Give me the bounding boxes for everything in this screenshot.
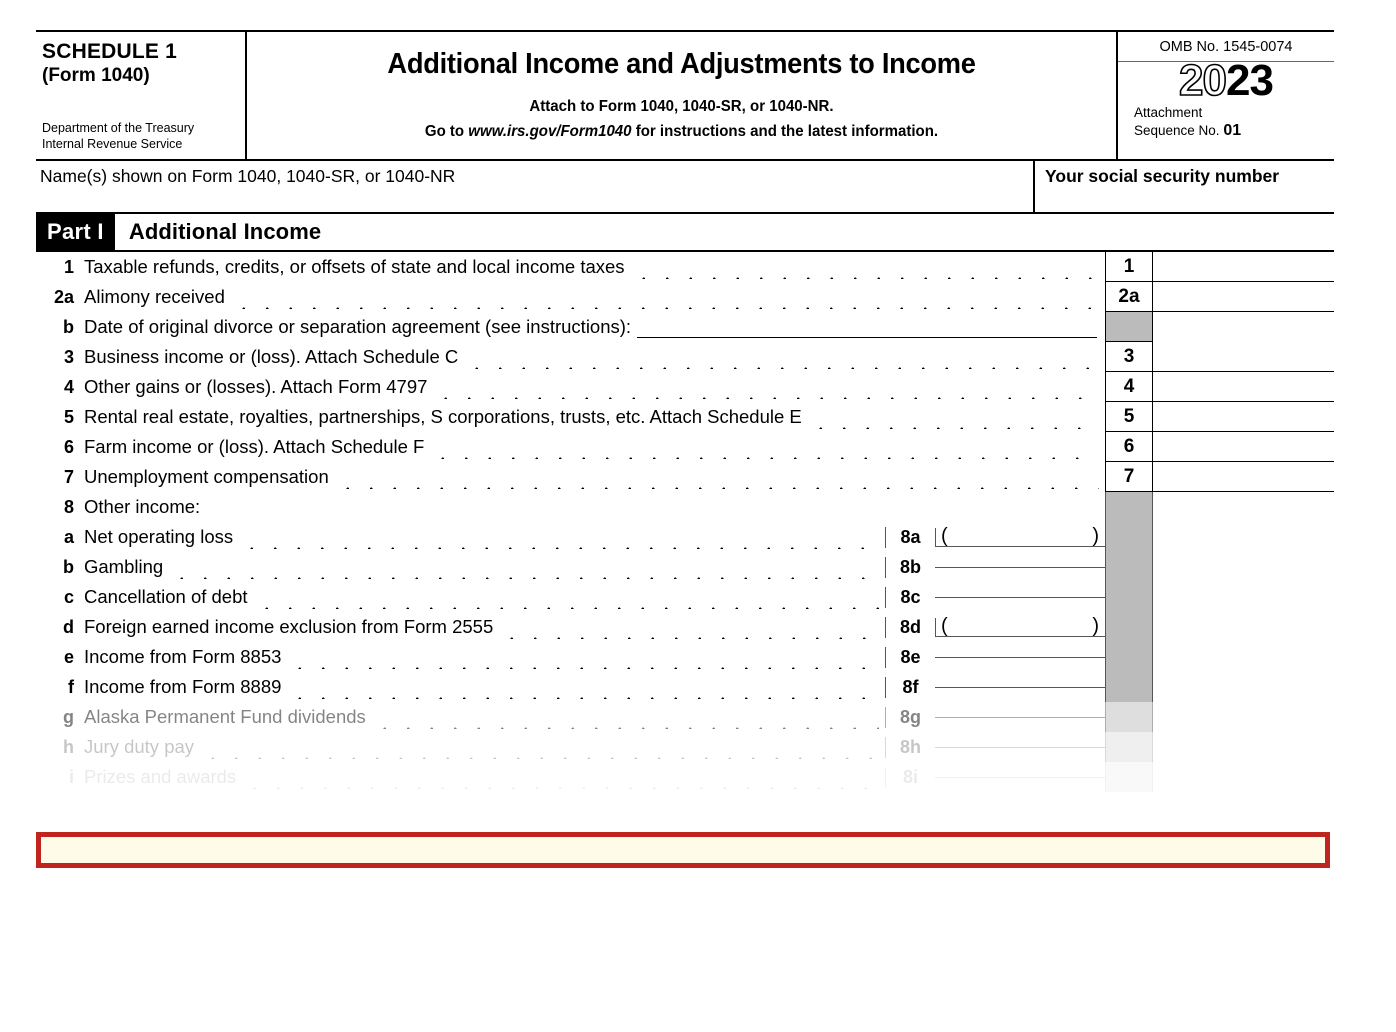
line-2b-number: b [63, 316, 74, 337]
line-2a-text: Alimony received [84, 286, 225, 307]
ssn-field-label[interactable]: Your social security number [1045, 166, 1280, 186]
line-8h-number: h [63, 736, 74, 757]
header-omb-block [1118, 32, 1334, 159]
line-8h-amount-input[interactable] [935, 747, 1105, 748]
paren-close: ) [1092, 524, 1099, 547]
line-7-code: 7 [1105, 462, 1153, 492]
form-line-8h[interactable] [36, 732, 1334, 762]
line-8b-amount-input[interactable] [935, 567, 1105, 568]
line-4-code: 4 [1105, 372, 1153, 402]
line-5-number: 5 [63, 406, 74, 427]
line-8c-right-blocked [1153, 582, 1334, 612]
leader-dots [240, 535, 879, 549]
line-8h-label [36, 732, 1105, 762]
line-2a-number: 2a [53, 286, 74, 307]
department-line-1: Department of the Treasury [42, 121, 195, 135]
name-field-label[interactable]: Name(s) shown on Form 1040, 1040-SR, or 1040-NR [36, 161, 1035, 212]
line-2a-amount-input[interactable] [1153, 282, 1334, 312]
form-line-8b[interactable] [36, 552, 1334, 582]
line-8b-code: 8b [885, 557, 935, 578]
line-8a-right-blocked [1153, 522, 1334, 552]
paren-close: ) [1092, 614, 1099, 637]
line-8d-number: d [63, 616, 74, 637]
line-2b-label [36, 312, 1105, 342]
line-2a-label [36, 282, 1105, 312]
line-4-amount-input[interactable] [1153, 372, 1334, 402]
shaded-column [1105, 762, 1153, 792]
line-6-code: 6 [1105, 432, 1153, 462]
line-3-number: 3 [63, 346, 74, 367]
line-8h-code: 8h [885, 737, 935, 758]
tax-year [1179, 56, 1273, 105]
line-8i-text: Prizes and awards [84, 766, 237, 787]
line-2b-text: Date of original divorce or separation agreement (see instructions): [84, 316, 632, 337]
form-line-5[interactable] [36, 402, 1334, 432]
line-1-label [36, 252, 1105, 282]
paren-open: ( [941, 614, 948, 637]
line-8f-right-blocked [1153, 672, 1334, 702]
form-line-3[interactable] [36, 342, 1334, 372]
line-8g-code: 8g [885, 707, 935, 728]
line-8e-label [36, 642, 1105, 672]
line-2b-shaded-box [1105, 312, 1153, 342]
line-8a-amount-input[interactable] [935, 524, 1105, 547]
line-8h-right-blocked [1153, 732, 1334, 762]
line-1-code: 1 [1105, 252, 1153, 282]
line-8d-text: Foreign earned income exclusion from Form 2555 [84, 616, 494, 637]
taxpayer-identity-row [36, 159, 1334, 214]
page-title: Additional Income and Adjustments to Income [387, 48, 976, 80]
line-6-label [36, 432, 1105, 462]
line-7-text: Unemployment compensation [84, 466, 329, 487]
form-line-2a[interactable] [36, 282, 1334, 312]
schedule-form-number: (Form 1040) [42, 64, 150, 86]
line-6-text: Farm income or (loss). Attach Schedule F [84, 436, 425, 457]
form-line-8i[interactable] [36, 762, 1334, 792]
line-8d-amount-input[interactable] [935, 614, 1105, 637]
form-line-8 [36, 492, 1334, 522]
leader-dots [232, 295, 1099, 309]
line-8i-right-blocked [1153, 762, 1334, 792]
line-8f-code: 8f [885, 677, 935, 698]
shaded-column [1105, 702, 1153, 732]
line-8c-text: Cancellation of debt [84, 586, 248, 607]
line-8b-label [36, 552, 1105, 582]
line-5-label [36, 402, 1105, 432]
line-8g-right-blocked [1153, 702, 1334, 732]
irs-url-link[interactable]: www.irs.gov/Form1040 [468, 123, 632, 140]
leader-dots [373, 715, 879, 729]
form-line-4[interactable] [36, 372, 1334, 402]
line-8a-text: Net operating loss [84, 526, 234, 547]
leader-dots [465, 355, 1099, 369]
leader-dots [431, 445, 1099, 459]
line-8i-code: 8i [885, 767, 935, 788]
part-i-header [36, 214, 1334, 252]
line-7-number: 7 [63, 466, 74, 487]
page-bottom-fade [0, 942, 1396, 1032]
part-title: Additional Income [128, 219, 322, 244]
line-2b-date-input[interactable] [637, 321, 1097, 338]
shaded-column [1105, 582, 1153, 612]
department-line-2: Internal Revenue Service [42, 137, 183, 151]
line-8a-label [36, 522, 1105, 552]
line-7-amount-input[interactable] [1153, 462, 1334, 492]
form-line-8g[interactable] [36, 702, 1334, 732]
line-8b-right-blocked [1153, 552, 1334, 582]
goto-instruction [268, 123, 1095, 141]
form-line-1[interactable] [36, 252, 1334, 282]
form-header [36, 30, 1334, 159]
form-line-6[interactable] [36, 432, 1334, 462]
line-4-number: 4 [63, 376, 74, 397]
shaded-column [1105, 552, 1153, 582]
shaded-column [1105, 612, 1153, 642]
paren-open: ( [941, 524, 948, 547]
form-line-2b[interactable] [36, 312, 1334, 342]
line-8c-code: 8c [885, 587, 935, 608]
leader-dots [434, 385, 1099, 399]
shaded-column [1105, 732, 1153, 762]
schedule-title: SCHEDULE 1 [42, 40, 178, 63]
line-8i-label [36, 762, 1105, 792]
attachment-sequence-block [1118, 105, 1334, 141]
leader-dots [632, 265, 1099, 279]
part-tag: Part I [36, 214, 115, 250]
line-8b-text: Gambling [84, 556, 164, 577]
shaded-column [1105, 522, 1153, 552]
line-8c-label [36, 582, 1105, 612]
line-8-amount-blocked [1153, 492, 1334, 522]
form-line-8f[interactable] [36, 672, 1334, 702]
line-8g-number: g [63, 706, 74, 727]
leader-dots [336, 475, 1099, 489]
line-8f-text: Income from Form 8889 [84, 676, 282, 697]
leader-dots [288, 655, 879, 669]
line-8f-number: f [68, 676, 74, 697]
line-5-amount-input[interactable] [1153, 402, 1334, 432]
line-8g-text: Alaska Permanent Fund dividends [84, 706, 366, 727]
line-3-text: Business income or (loss). Attach Schedule C [84, 346, 459, 367]
line-8a-code: 8a [885, 527, 935, 548]
line-8-label [36, 492, 1105, 522]
attachment-label: Attachment [1134, 105, 1203, 120]
line-8b-number: b [63, 556, 74, 577]
shaded-column [1105, 672, 1153, 702]
tax-year-value: 23 [1226, 56, 1273, 105]
leader-dots [170, 565, 879, 579]
line-5-code: 5 [1105, 402, 1153, 432]
line-6-amount-input[interactable] [1153, 432, 1334, 462]
form-line-8d[interactable] [36, 612, 1334, 642]
department-block [42, 120, 239, 155]
line-8i-number: i [68, 766, 74, 787]
line-4-label [36, 372, 1105, 402]
line-8-number: 8 [63, 496, 74, 517]
line-8e-number: e [63, 646, 74, 667]
line-8d-label [36, 612, 1105, 642]
header-title-block [247, 32, 1118, 159]
form-line-7[interactable] [36, 462, 1334, 492]
line-8i-amount-input[interactable] [935, 777, 1105, 778]
form-sheet [36, 30, 1334, 787]
line-8-text: Other income: [84, 496, 201, 517]
line-8f-amount-input[interactable] [935, 687, 1105, 688]
tax-year-century: 20 [1179, 56, 1226, 105]
line-2b-amount-blocked [1153, 312, 1334, 342]
line-3-label [36, 342, 1105, 372]
line-8e-amount-input[interactable] [935, 657, 1105, 658]
shaded-column [1105, 492, 1153, 522]
line-8c-amount-input[interactable] [935, 597, 1105, 598]
leader-dots [201, 745, 879, 759]
leader-dots [243, 775, 879, 789]
line-8f-label [36, 672, 1105, 702]
line-3-amount-input[interactable] [1153, 342, 1334, 372]
goto-suffix: for instructions and the latest information. [631, 123, 939, 140]
form-line-8c[interactable] [36, 582, 1334, 612]
line-2a-code: 2a [1105, 282, 1153, 312]
line-8a-number: a [63, 526, 74, 547]
line-7-label [36, 462, 1105, 492]
goto-prefix: Go to [424, 123, 469, 140]
header-schedule-block [36, 32, 247, 159]
leader-dots [500, 625, 879, 639]
highlight-box-8d [36, 832, 1330, 868]
line-8e-code: 8e [885, 647, 935, 668]
line-8e-right-blocked [1153, 642, 1334, 672]
line-3-code: 3 [1105, 342, 1153, 372]
line-8e-text: Income from Form 8853 [84, 646, 282, 667]
attachment-sequence-label: Sequence No. [1134, 123, 1224, 139]
leader-dots [288, 685, 879, 699]
line-8d-code: 8d [885, 617, 935, 638]
line-6-number: 6 [63, 436, 74, 457]
form-line-8e[interactable] [36, 642, 1334, 672]
line-1-text: Taxable refunds, credits, or offsets of state and local income taxes [84, 256, 625, 277]
attachment-sequence-line [1134, 121, 1334, 141]
line-5-text: Rental real estate, royalties, partnerships, S corporations, trusts, etc. Attach Schedule E [84, 406, 802, 427]
leader-dots [255, 595, 879, 609]
line-8h-text: Jury duty pay [84, 736, 195, 757]
line-4-text: Other gains or (losses). Attach Form 4797 [84, 376, 428, 397]
line-8d-right-blocked [1153, 612, 1334, 642]
line-1-number: 1 [63, 256, 74, 277]
line-8c-number: c [63, 586, 74, 607]
attachment-sequence-number: 01 [1223, 122, 1242, 140]
form-line-8a[interactable] [36, 522, 1334, 552]
line-8g-amount-input[interactable] [935, 717, 1105, 718]
omb-number: OMB No. 1545-0074 [1118, 32, 1334, 62]
form-body [36, 252, 1334, 792]
line-8g-label [36, 702, 1105, 732]
line-1-amount-input[interactable] [1153, 252, 1334, 282]
attach-instruction: Attach to Form 1040, 1040-SR, or 1040-NR. [529, 98, 834, 115]
leader-dots [809, 415, 1099, 429]
shaded-column [1105, 642, 1153, 672]
